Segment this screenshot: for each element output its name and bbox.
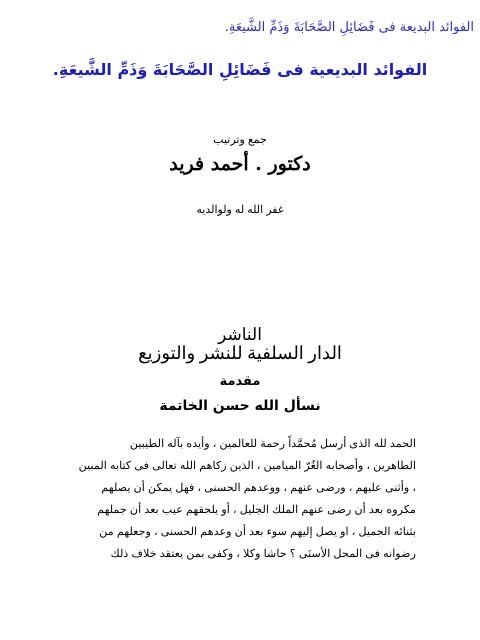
author-prayer: غفر الله له ولوالديه — [196, 204, 284, 216]
paragraph-line: الطاهرين ، وأصحابه الغُرّ الميامين ، الذين زكاهم الله تعالى فى كتابه المبين — [78, 460, 416, 472]
collected-label: جمع وترتيب — [213, 134, 267, 146]
paragraph-line: مكروه بعد أن رضى عنهم الملك الجليل ، أو يلحقهم عيب بعد أن جملهم — [97, 504, 416, 516]
introduction-heading: مقدمة — [219, 374, 261, 389]
book-title: الفوائد البديعية فى فَضَائِلِ الصَّحَابَةَ وَذَمِّ الشَّيعَةِ. — [52, 60, 428, 79]
paragraph-line: ، وأثنى عليهم ، ورضى عنهم ، ووعدهم الحسنى ، فهل يمكن أن يصلهم — [101, 482, 416, 494]
running-header: الفوائد البديعة فى فَضَائِلِ الصَّحَابَةَ وَذَمِّ الشَّيعَةِ. — [224, 20, 474, 35]
publisher-name: الدار السلفية للنشر والتوزيع — [138, 343, 342, 363]
publisher-label: الناشر — [218, 325, 262, 344]
invocation-line: نسأل الله حسن الخاتمة — [159, 398, 321, 414]
paragraph-line: رضوانه فى المحل الأسنَى ؟ حاشا وكلا ، وكفى بمن يعتقد خلاف ذلك — [110, 548, 416, 560]
paragraph-line: بثنائه الجميل ، او يصل إليهم سوء بعد أن وعدهم الحسنى ، وجعلهم من — [99, 526, 416, 538]
introduction-paragraph — [71, 433, 416, 565]
paragraph-line: الحمد لله الذى أرسل مُحمَّداً رحمة للعالمين ، وأيده بآله الطيبين — [129, 438, 416, 450]
author-name: دكتور . أحمد فريد — [169, 153, 311, 175]
